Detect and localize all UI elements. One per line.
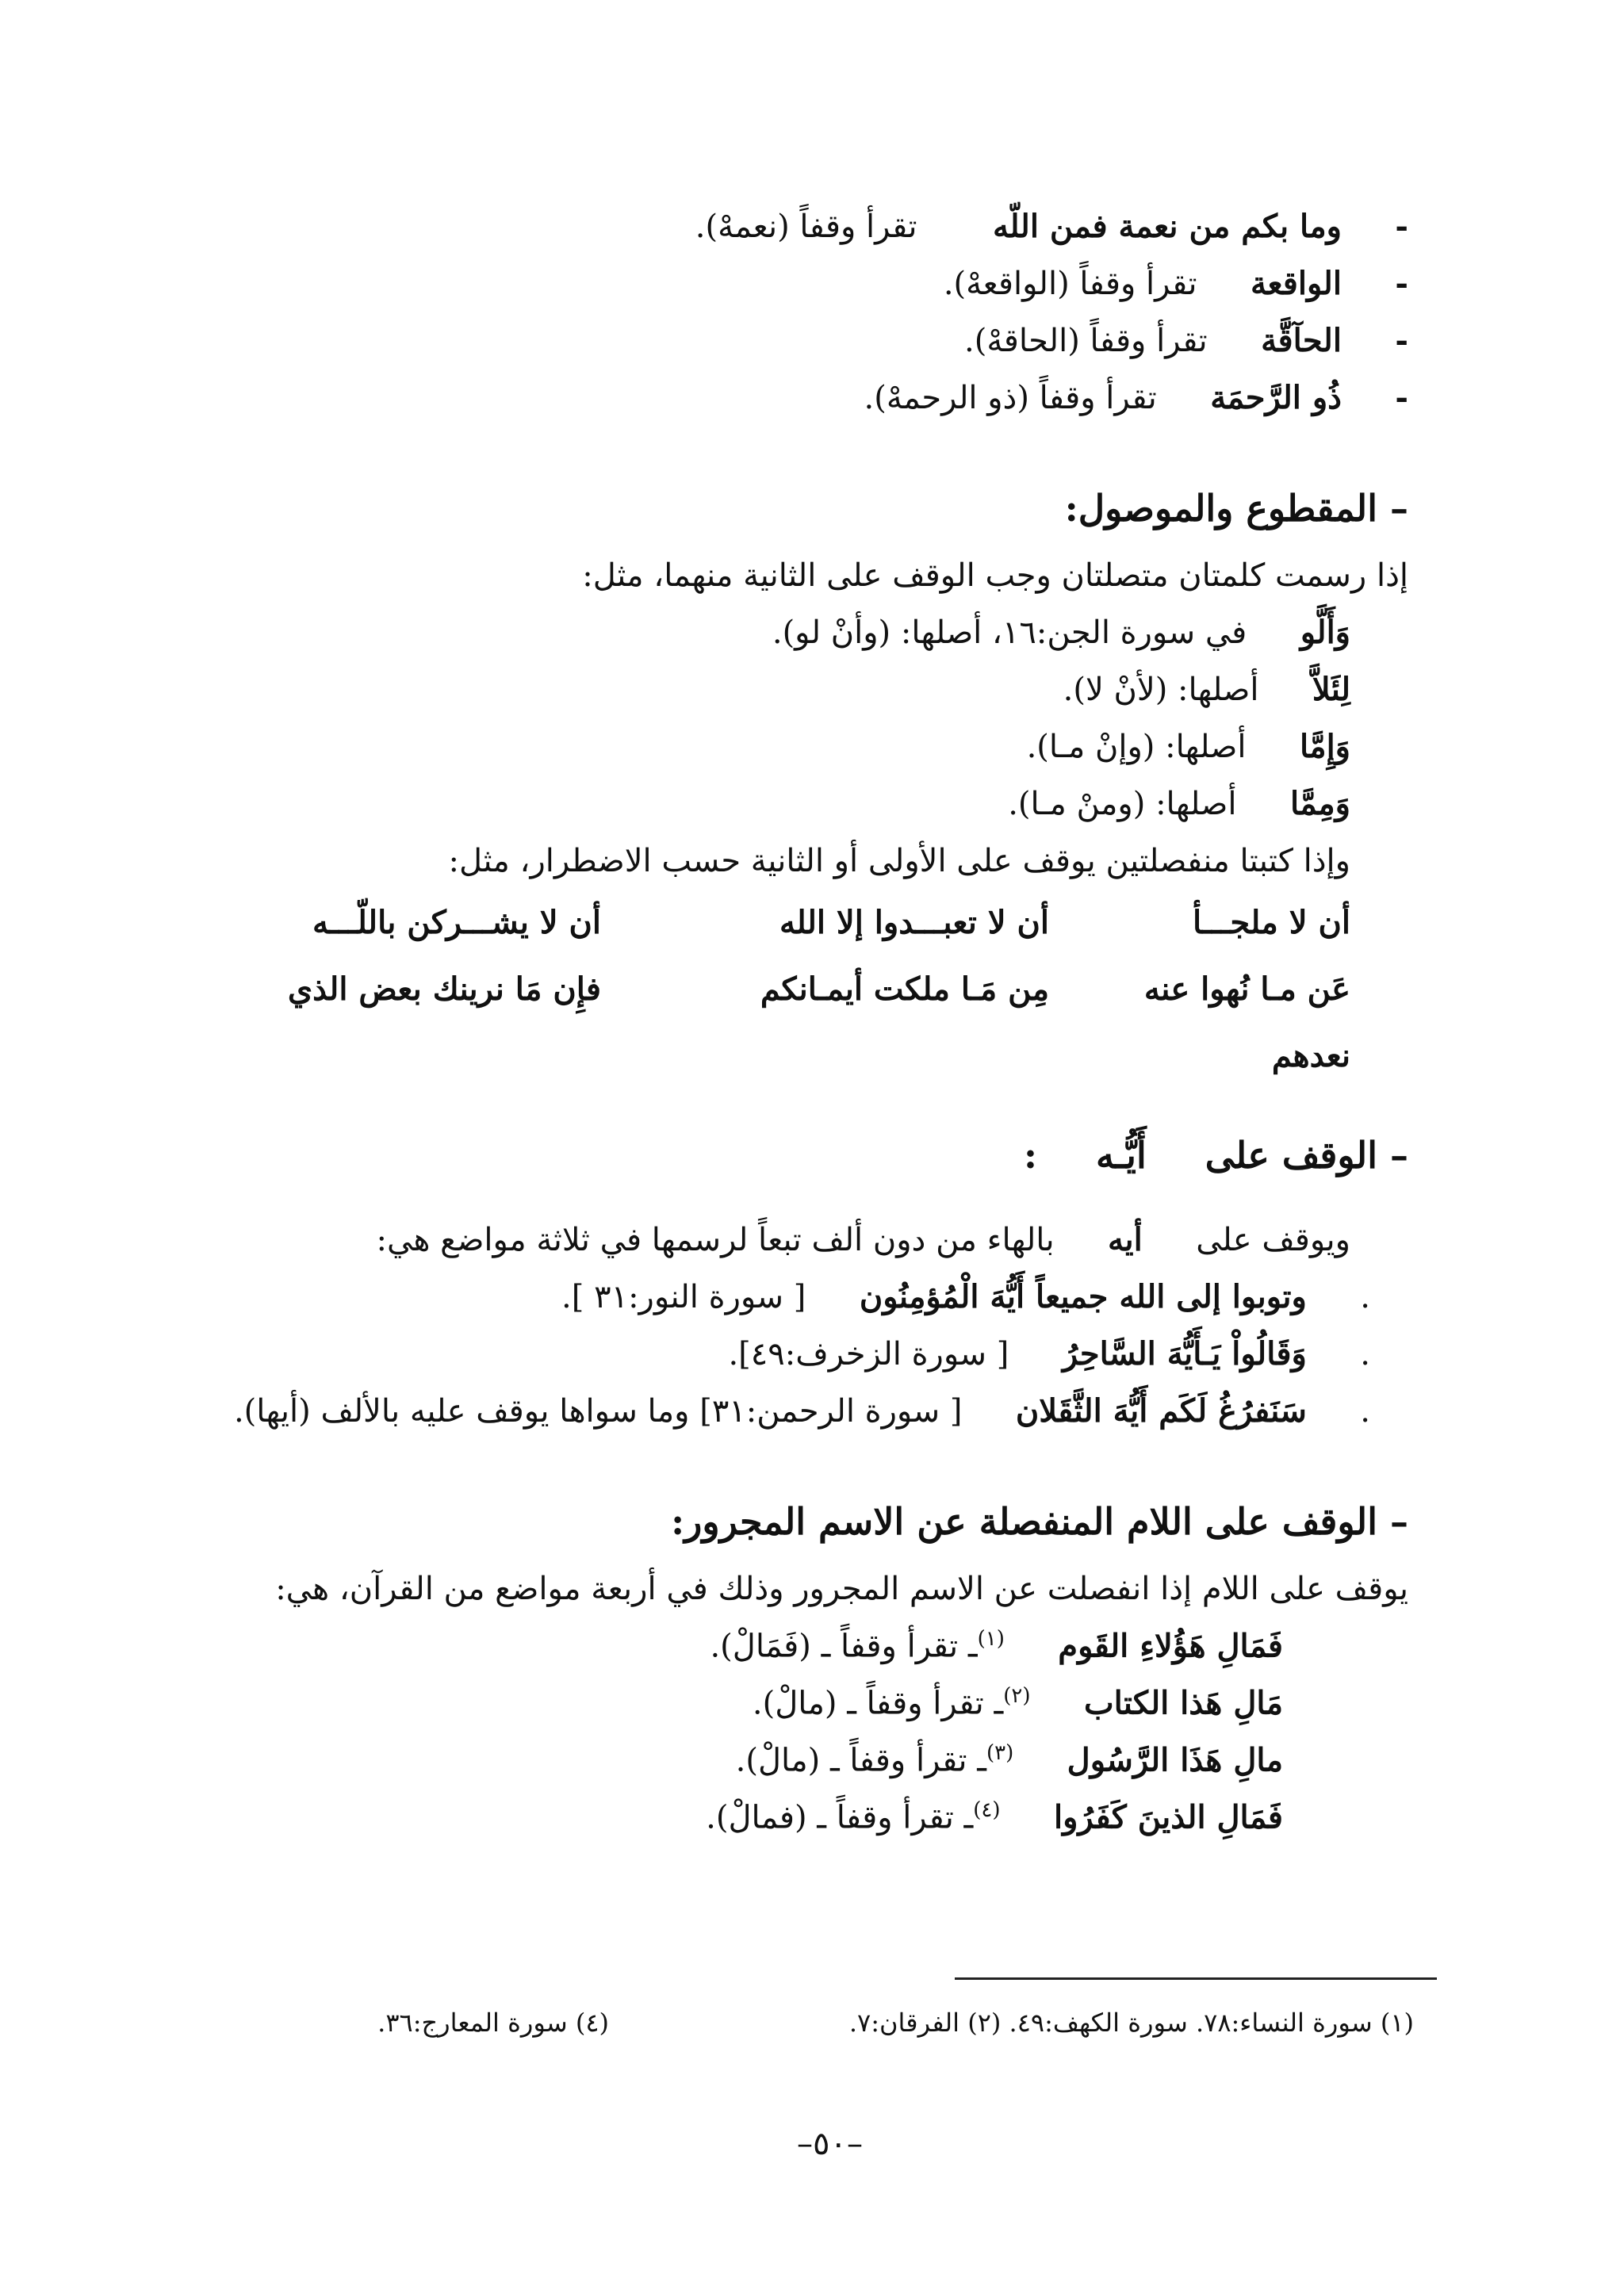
maqtu-intro: إذا رسمت كلمتان متصلتان وجب الوقف على الثانية منهما، مثل:: [582, 557, 1408, 594]
connected-item-4: وَمِمَّا أصلها: (ومنْ مـا).: [1008, 785, 1350, 822]
ayyuh-item-2: . وَقَالُواْ يَـأَيُّهَ السَّاحِرُ [ سورة الزخرف:٤٩].: [728, 1335, 1370, 1372]
connected-item-1: وَأَلَّو في سورة الجن:١٦، أصلها: (وأنْ لو).: [772, 614, 1350, 651]
connected-item-2: لِئَلاَّ أصلها: (لأنْ لا).: [1063, 671, 1350, 708]
separated-row-1-col-2: أن لا تعبـــدوا إلا الله: [779, 904, 1049, 941]
example-note: تقرأ وقفاً (الواقعهْ).: [943, 266, 1197, 302]
example-line-4: - ذُو الرَّحمَة تقرأ وقفاً (ذو الرحمهْ).: [864, 379, 1408, 416]
example-word: الواقعة: [1251, 265, 1342, 302]
example-line-1: - وما بكم من نعمة فمن اللّه تقرأ وقفاً (نعمهْ).: [695, 208, 1408, 245]
separated-row-2-col-2: مِن مَـا ملكت أيمـانكم: [760, 970, 1049, 1008]
section-heading-ayyuh: – الوقف على أَيُّـه :: [1024, 1134, 1408, 1177]
section-heading-maqtu: – المقطوع والموصول:: [1064, 487, 1408, 530]
separated-intro: وإذا كتبتا منفصلتين يوقف على الأولى أو الثانية حسب الاضطرار، مثل:: [448, 843, 1350, 879]
example-word: وما بكم من نعمة فمن اللّه: [992, 208, 1342, 245]
ayyuh-item-3: . سَنَفرُغُ لَكَم أَيُّهَ الثَّقَلان [ سورة الرحمن:٣١] وما سواها يوقف عليه بالألف (أيها).: [233, 1392, 1370, 1430]
ayyuh-intro: ويوقف على أيه بالهاء من دون ألف تبعاً لرسمها في ثلاثة مواضع هي:: [376, 1221, 1350, 1258]
separated-row-2-col-1: عَن مـا نُهوا عنه: [1143, 970, 1350, 1008]
lam-item-4: فَمَالِ الذينَ كَفَرُوا $^{(٤)}$ـ تقرأ وقفاً ـ (فمالْ).: [706, 1798, 1283, 1836]
separated-row-2-col-3: فإِن مَا نرينك بعض الذي: [287, 970, 601, 1008]
lam-intro: يوقف على اللام إذا انفصلت عن الاسم المجرور وذلك في أربعة مواضع من القرآن، هي:: [275, 1571, 1408, 1607]
footnote-main: (١) سورة النساء:٧٨. سورة الكهف:٤٩. (٢) الفرقان:٧.: [848, 2008, 1414, 2038]
section-heading-lam: – الوقف على اللام المنفصلة عن الاسم المجرور:: [671, 1500, 1408, 1543]
separated-row-3: نعدهم: [1271, 1037, 1350, 1074]
example-word: ذُو الرَّحمَة: [1210, 379, 1342, 416]
example-note: تقرأ وقفاً (الحاقهْ).: [964, 323, 1208, 359]
footnote-secondary: (٤) سورة المعارج:٣٦.: [377, 2008, 609, 2038]
example-note: تقرأ وقفاً (ذو الرحمهْ).: [864, 380, 1157, 416]
ayyuh-item-1: . وتوبوا إلى الله جميعاً أَيُّهَ الْمُؤمِنُون [ سورة النور:٣١ ].: [561, 1278, 1370, 1315]
page-number: –٥٠–: [797, 2126, 863, 2162]
connected-item-3: وَإِمَّا أصلها: (وإنْ مـا).: [1026, 728, 1350, 765]
example-note: تقرأ وقفاً (نعمهْ).: [695, 209, 917, 245]
lam-item-3: مالِ هَذَا الرَّسُول $^{(٣)}$ـ تقرأ وقفاً ـ (مالْ).: [735, 1741, 1283, 1779]
example-word: الحآقَّة: [1261, 322, 1342, 359]
lam-item-2: مَالِ هَذا الكتاب $^{(٢)}$ـ تقرأ وقفاً ـ (مالْ).: [752, 1684, 1283, 1722]
lam-item-1: فَمَالِ هَؤُلاءِ القَوم $^{(١)}$ـ تقرأ وقفاً ـ (فَمَالْ).: [710, 1627, 1283, 1665]
example-line-2: - الواقعة تقرأ وقفاً (الواقعهْ).: [943, 265, 1408, 302]
separated-row-1-col-3: أن لا يشـــركن باللّـــه: [312, 904, 601, 941]
separated-row-1-col-1: أن لا ملجـــأ: [1193, 904, 1350, 941]
footnote-rule: [955, 1977, 1437, 1980]
example-line-3: - الحآقَّة تقرأ وقفاً (الحاقهْ).: [964, 322, 1408, 359]
